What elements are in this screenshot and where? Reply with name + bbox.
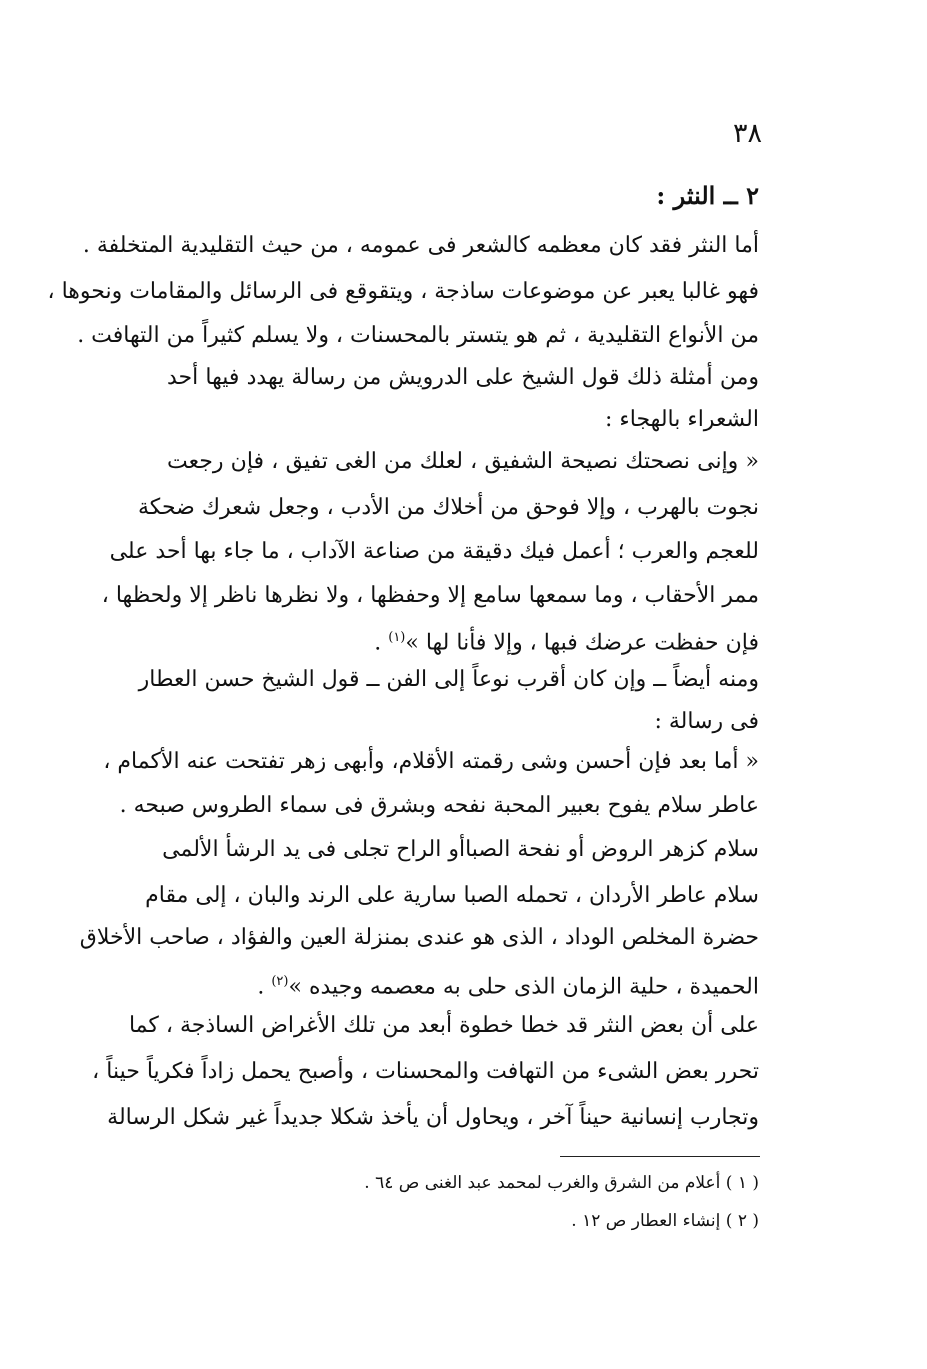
quote-end-punct: . (374, 630, 389, 656)
quote-line: « أما بعد فإن أحسن وشى رقمته الأقلام، وأبهى زهر تفتحت عنه الأكمام ، (103, 749, 759, 774)
text-line: تحرر بعض الشىء من التهافت والمحسنات ، وأصبح يحمل زاداً فكرياً حيناً ، (92, 1059, 759, 1084)
footnote-2: ( ٢ ) إنشاء العطار ص ١٢ . (571, 1211, 759, 1231)
quote-line: عاطر سلام يفوح بعبير المحبة نفحه وبشرق فى سماء الطروس صبحه . (119, 793, 759, 818)
text-line: ومن أمثلة ذلك قول الشيخ على الدرويش من رسالة يهدد فيها أحد (167, 365, 759, 390)
text-line: ومنه أيضاً ــ وإن كان أقرب نوعاً إلى الفن ــ قول الشيخ حسن العطار (138, 667, 759, 692)
footnote-divider (560, 1156, 760, 1157)
text-line: على أن بعض النثر قد خطا خطوة أبعد من تلك الأغراض الساذجة ، كما (128, 1013, 759, 1038)
text-line: فهو غالبا يعبر عن موضوعات ساذجة ، ويتقوقع فى الرسائل والمقامات ونحوها ، (47, 279, 759, 304)
quote-line-end (374, 618, 759, 658)
text-line: أما النثر فقد كان معظمه كالشعر فى عمومه ، من حيث التقليدية المتخلفة . (82, 233, 759, 258)
text-line: من الأنواع التقليدية ، ثم هو يتستر بالمحسنات ، ولا يسلم كثيراً من التهافت . (77, 323, 759, 348)
quote-text: فإن حفظت عرضك فبها ، وإلا فأنا لها » (405, 630, 759, 656)
poetry-verse (162, 830, 759, 870)
footnote-ref-2: (٢) (271, 974, 289, 989)
quote-text: الحميدة ، حلية الزمان الذى حلى به معصمه وجيده » (288, 974, 759, 1000)
page-number: ٣٨ (732, 118, 762, 149)
verse-second-hemistich: أو الراح تجلى فى يد الرشأ الألمى (162, 837, 466, 862)
quote-line: ممر الأحقاب ، وما سمعها سامع إلا وحفظها ، ولا نظرها ناظر إلا ولحظها ، (101, 583, 759, 608)
quote-line: للعجم والعرب ؛ أعمل فيك دقيقة من صناعة الآداب ، ما جاء بها أحد على (109, 539, 759, 564)
quote-line: سلام عاطر الأردان ، تحمله الصبا سارية على الرند والبان ، إلى مقام (145, 883, 759, 908)
text-line: فى رسالة : (654, 709, 759, 734)
verse-first-hemistich: سلام كزهر الروض أو نفحة الصبا (465, 837, 759, 862)
text-line: وتجارب إنسانية حيناً آخر ، ويحاول أن يأخذ شكلا جديداً غير شكل الرسالة (107, 1105, 759, 1130)
quote-line: نجوت بالهرب ، وإلا فوحق من أخلاك من الأدب ، وجعل شعرك ضحكة (138, 495, 759, 520)
quote-end-punct: . (257, 974, 272, 1000)
quote-line-end (257, 962, 759, 1002)
quote-line: « وإنى نصحتك نصيحة الشفيق ، لعلك من الغى تفيق ، فإن رجعت (167, 449, 759, 474)
footnote-1: ( ١ ) أعلام من الشرق والغرب لمحمد عبد الغنى ص ٦٤ . (364, 1173, 759, 1193)
quote-line: حضرة المخلص الوداد ، الذى هو عندى بمنزلة العين والفؤاد ، صاحب الأخلاق (79, 925, 759, 950)
footnote-ref-1: (١) (388, 630, 406, 645)
section-heading: ٢ ــ النثر : (656, 181, 759, 210)
text-line: الشعراء بالهجاء : (605, 407, 759, 432)
